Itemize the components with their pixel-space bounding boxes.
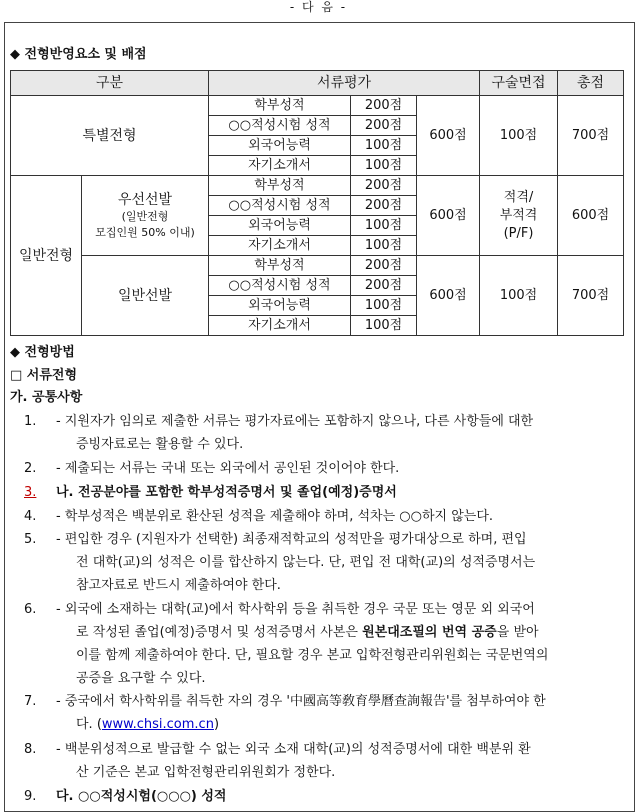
- doc-total: 600점: [417, 256, 480, 336]
- score-essay: 100점: [351, 156, 417, 176]
- item-text: 나. 전공분야를 포함한 학부성적증명서 및 졸업(예정)증명서: [56, 485, 397, 500]
- list-item-9: [24, 785, 628, 808]
- item-text-part: ): [213, 717, 220, 732]
- score-essay: 100점: [351, 316, 417, 336]
- priority-label: 우선선발: [117, 191, 173, 208]
- doc-total: 600점: [417, 96, 480, 176]
- item-text: - 지원자가 임의로 제출한 서류는 평가자료에는 포함하지 않으나, 다른 사항들에 대한: [56, 414, 534, 429]
- priority-sub1: (일반전형: [121, 209, 169, 223]
- item-number: 4.: [24, 509, 37, 524]
- section-title-method: ◆ 전형방법: [10, 345, 75, 360]
- item-essay: 자기소개서: [209, 316, 351, 336]
- item-number: 5.: [24, 532, 37, 547]
- item-essay: 자기소개서: [209, 156, 351, 176]
- score-language: 100점: [351, 136, 417, 156]
- item-aptitude: ○○적성시험 성적: [209, 196, 351, 216]
- item-text: - 중국에서 학사학위를 취득한 자의 경우 '中國高等敎育學曆查詢報告'를 첨부하여야 한: [56, 694, 546, 709]
- total-score: 700점: [558, 256, 624, 336]
- item-text: - 학부성적은 백분위로 환산된 성적을 제출해야 하며, 석차는 ○○하지 않는다.: [56, 509, 494, 524]
- header-category: 구분: [11, 71, 209, 96]
- item-text: [76, 713, 629, 736]
- item-number: 3.: [24, 485, 37, 500]
- item-text: 공증을 요구할 수 있다.: [76, 671, 206, 686]
- header-total: 총점: [558, 71, 624, 96]
- item-text: 이를 함께 제출하여야 한다. 단, 필요할 경우 본교 입학전형관리위원회는 국문번역의: [76, 648, 549, 663]
- passfail-line2: 부적격: [499, 207, 538, 223]
- list-item-8: [24, 738, 628, 780]
- item-aptitude: ○○적성시험 성적: [209, 276, 351, 296]
- item-language: 외국어능력: [209, 296, 351, 316]
- item-text: 증빙자료로는 활용할 수 있다.: [76, 437, 244, 452]
- item-number: 9.: [24, 789, 37, 804]
- item-text-part: 을 받아: [496, 625, 539, 640]
- item-language: 외국어능력: [209, 216, 351, 236]
- score-language: 100점: [351, 296, 417, 316]
- item-text-part: 다. (: [76, 717, 102, 732]
- item-language: 외국어능력: [209, 136, 351, 156]
- item-text: 참고자료로 반드시 제출하여야 한다.: [76, 578, 281, 593]
- passfail-line1: 적격/: [503, 189, 534, 205]
- item-number: 7.: [24, 694, 37, 709]
- item-text-part: 로 작성된 졸업(예정)증명서 및 성적증명서 사본은: [76, 625, 363, 640]
- priority-sub2: 모집인원 50% 이내): [95, 225, 195, 239]
- item-text-bold: 원본대조필의 번역 공증: [362, 625, 497, 640]
- header-interview: 구술면접: [480, 71, 558, 96]
- section-title-common: 가. 공통사항: [10, 390, 83, 405]
- item-text: 다. ○○적성시험(○○○) 성적: [56, 789, 227, 804]
- item-text: - 백분위성적으로 발급할 수 없는 외국 소재 대학(교)의 성적증명서에 대한 백분위 환: [56, 742, 531, 757]
- list-item-4: [24, 505, 628, 528]
- passfail-line3: (P/F): [503, 225, 534, 241]
- interview-passfail: [480, 176, 558, 256]
- item-text: - 편입한 경우 (지원자가 선택한) 최종재적학교의 성적만을 평가대상으로 하며, 편입: [56, 532, 527, 547]
- item-text: - 제출되는 서류는 국내 또는 외국에서 공인된 것이어야 한다.: [56, 461, 400, 476]
- item-gpa: 학부성적: [209, 96, 351, 116]
- list-item-6: [24, 598, 628, 686]
- item-number: 6.: [24, 602, 37, 617]
- selection-score-table: [10, 70, 624, 336]
- item-text: [76, 621, 629, 644]
- doc-total: 600점: [417, 176, 480, 256]
- item-number: 2.: [24, 461, 37, 476]
- row-priority: [82, 176, 209, 256]
- interview-score: 100점: [480, 96, 558, 176]
- score-language: 100점: [351, 216, 417, 236]
- heading: - 다 음 -: [289, 0, 348, 14]
- row-regular: 일반선발: [82, 256, 209, 336]
- score-essay: 100점: [351, 236, 417, 256]
- item-text: 산 기준은 본교 입학전형관리위원회가 정한다.: [76, 765, 336, 780]
- row-special: 특별전형: [11, 96, 209, 176]
- score-aptitude: 200점: [351, 196, 417, 216]
- item-text: - 외국에 소재하는 대학(교)에서 학사학위 등을 취득한 경우 국문 또는 영문 외 외국어: [56, 602, 535, 617]
- list-item-7: [24, 690, 628, 732]
- section-title-document-screening: □ 서류전형: [10, 368, 78, 383]
- item-aptitude: ○○적성시험 성적: [209, 116, 351, 136]
- item-text: 전 대학(교)의 성적은 이를 합산하지 않는다. 단, 편입 전 대학(교)의 성적증명서는: [76, 555, 536, 570]
- chsi-link[interactable]: www.chsi.com.cn: [101, 717, 214, 732]
- score-gpa: 200점: [351, 176, 417, 196]
- list-item-5: [24, 528, 628, 593]
- score-aptitude: 200점: [351, 116, 417, 136]
- total-score-priority: 600점: [558, 176, 624, 256]
- score-gpa: 200점: [351, 96, 417, 116]
- score-aptitude: 200점: [351, 276, 417, 296]
- list-item-1: [24, 410, 628, 456]
- item-number: 8.: [24, 742, 37, 757]
- item-gpa: 학부성적: [209, 176, 351, 196]
- total-score: 700점: [558, 96, 624, 176]
- section-title-selection-factors: ◆ 전형반영요소 및 배점: [10, 47, 147, 62]
- row-general: 일반전형: [11, 176, 82, 336]
- item-gpa: 학부성적: [209, 256, 351, 276]
- header-document-review: 서류평가: [209, 71, 480, 96]
- item-number: 1.: [24, 414, 37, 429]
- list-item-2: [24, 457, 628, 480]
- item-essay: 자기소개서: [209, 236, 351, 256]
- list-item-3: [24, 481, 628, 504]
- interview-score: 100점: [480, 256, 558, 336]
- score-gpa: 200점: [351, 256, 417, 276]
